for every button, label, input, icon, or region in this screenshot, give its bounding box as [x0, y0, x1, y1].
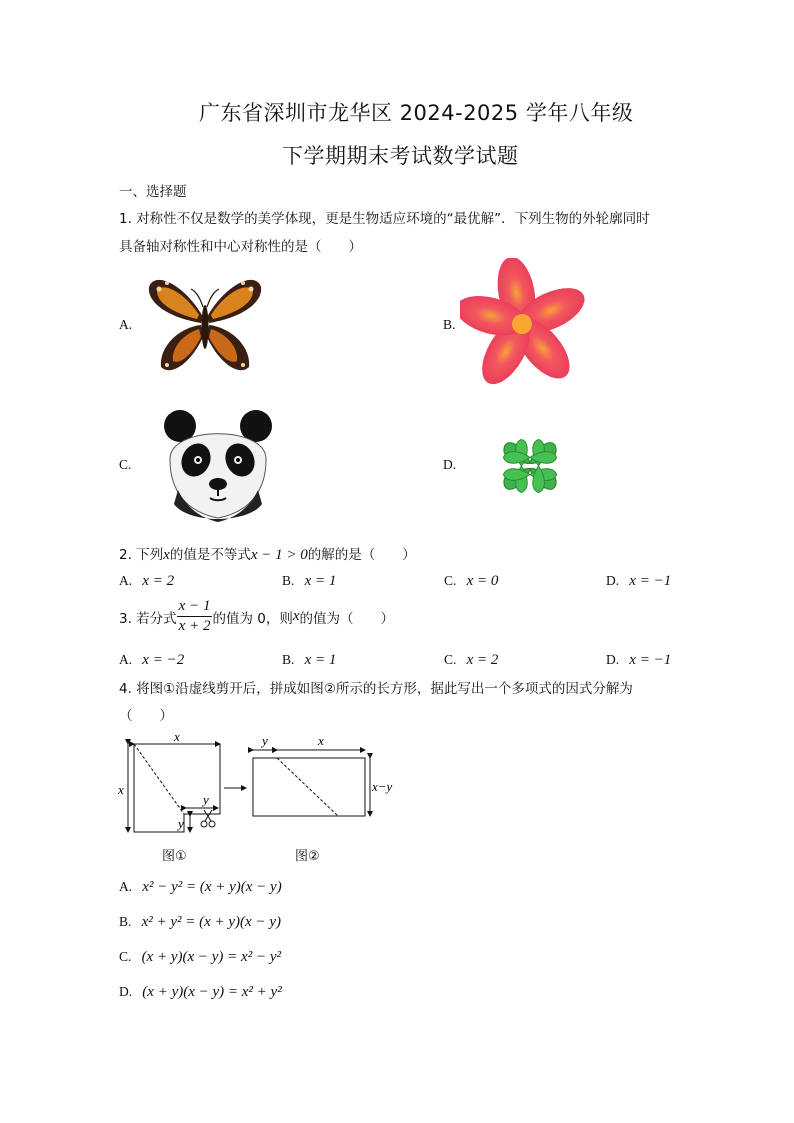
question-1-text-line2: 具备轴对称性和中心对称性的是（ ） [119, 239, 362, 255]
fig2-label-x: x [318, 733, 324, 748]
plumeria-flower-picture [460, 258, 590, 388]
question-3-text [119, 598, 394, 635]
fig1-label-x: x [174, 729, 180, 744]
page-title-line2: 下学期期末考试数学试题 [282, 144, 519, 168]
q3-suffix: 的值为（ ） [299, 610, 395, 627]
q2-suffix: 的解的是（ ） [307, 547, 416, 563]
q1-option-d-label: D. [443, 457, 457, 472]
fig2-label-y: y [262, 733, 268, 748]
fig1-label-y-top: y [203, 792, 209, 807]
q3-option-d: D. x = −1 [606, 652, 672, 668]
q2-option-b: B. x = 1 [282, 573, 337, 589]
q2-var: x [163, 547, 170, 563]
fig2-label-x-minus-y: x−y [372, 779, 393, 794]
q4-figure [112, 728, 412, 868]
q2-option-a: A. x = 2 [119, 573, 175, 589]
question-2-text [119, 543, 416, 564]
q2-inequality: x − 1 > 0 [250, 547, 308, 563]
q2-option-d: D. x = −1 [606, 573, 672, 589]
q1-option-c-label: C. [119, 457, 132, 472]
question-4-text-line1: 4. 将图①沿虚线剪开后，拼成如图②所示的长方形，据此写出一个多项式的因式分解为 [119, 681, 633, 697]
section-label: 一、选择题 [119, 184, 187, 200]
q3-middle: 的值为 0，则 [212, 610, 293, 627]
scissors-icon [201, 810, 215, 827]
q3-option-c: C. x = 2 [444, 652, 499, 668]
q2-option-c: C. x = 0 [444, 573, 499, 589]
q1-option-a-label: A. [119, 317, 133, 332]
q3-var: x [292, 608, 300, 624]
figure-1 [117, 729, 220, 832]
q3-prefix: 3. 若分式 [119, 610, 177, 627]
q3-option-a: A. x = −2 [119, 652, 185, 668]
figure-2 [253, 733, 393, 816]
q4-option-c: C. (x + y)(x − y) = x² − y² [119, 949, 281, 965]
q1-option-b-label: B. [443, 317, 456, 332]
q2-middle: 的值是不等式 [169, 547, 251, 563]
fig1-label-x-left: x [118, 782, 124, 797]
figure-2-caption: 图② [295, 849, 320, 864]
q4-option-d: D. (x + y)(x − y) = x² + y² [119, 984, 282, 1000]
butterfly-picture [145, 265, 265, 380]
page-title-line1: 广东省深圳市龙华区 2024-2025 学年八年级 [199, 101, 634, 125]
q3-numerator: x − 1 [177, 598, 213, 617]
panda-picture [158, 400, 278, 525]
fig1-label-y-side: y [178, 816, 184, 831]
four-leaf-clover-picture [494, 430, 566, 502]
q2-prefix: 2. 下列 [119, 547, 164, 563]
q3-denominator: x + 2 [178, 618, 211, 634]
figure-1-caption: 图① [162, 849, 187, 864]
q4-option-b: B. x² + y² = (x + y)(x − y) [119, 914, 281, 930]
q3-option-b: B. x = 1 [282, 652, 337, 668]
q4-option-a: A. x² − y² = (x + y)(x − y) [119, 879, 282, 895]
question-1-text-line1: 1. 对称性不仅是数学的美学体现，更是生物适应环境的“最优解”．下列生物的外轮廓同时 [119, 211, 650, 227]
question-4-text-line2: （ ） [119, 708, 173, 724]
q3-fraction [177, 598, 213, 635]
